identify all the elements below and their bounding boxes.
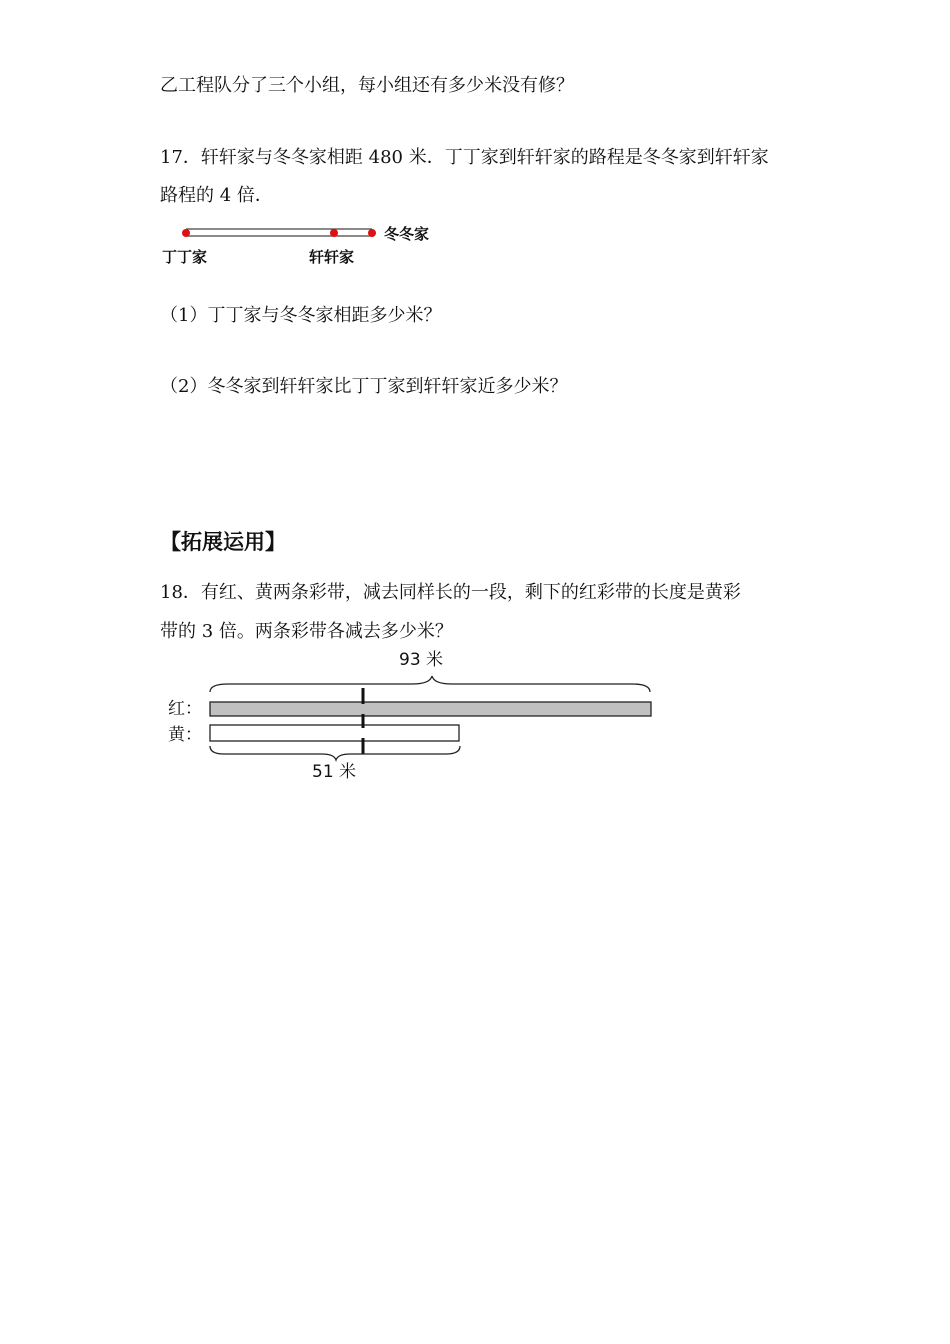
yellow-ribbon-bar [210,725,459,741]
red-ribbon-total-label: 93 米 [399,650,444,670]
yellow-ribbon-total-brace [210,746,460,760]
xuanxuan-home-label: 轩轩家 [309,248,355,266]
q16-tail-text: 乙工程队分了三个小组，每小组还有多少米没有修？ [160,75,574,96]
q18-text-line1: 18．有红、黄两条彩带，减去同样长的一段，剩下的红彩带的长度是黄彩 [160,582,741,603]
q17-sub-question-1: （1）丁丁家与冬冬家相距多少米？ [160,305,442,326]
yellow-ribbon-total-label: 51 米 [312,762,357,782]
q18-text-line2: 带的 3 倍。两条彩带各减去多少米？ [160,621,453,642]
q17-text-line1: 17．轩轩家与冬冬家相距 480 米．丁丁家到轩轩家的路程是冬冬家到轩轩家 [160,147,769,168]
dongdong-home-label: 冬冬家 [384,225,430,243]
section-title: 【拓展运用】 [160,530,286,554]
q17-sub-question-2: （2）冬冬家到轩轩家比丁丁家到轩轩家近多少米？ [160,376,568,397]
yellow-ribbon-label: 黄： [168,725,202,745]
red-ribbon-bar [210,702,651,716]
red-ribbon-label: 红： [168,699,202,719]
dingding-home-label: 丁丁家 [162,248,208,266]
q17-text-line2: 路程的 4 倍． [160,185,273,206]
red-ribbon-total-brace [210,676,650,692]
